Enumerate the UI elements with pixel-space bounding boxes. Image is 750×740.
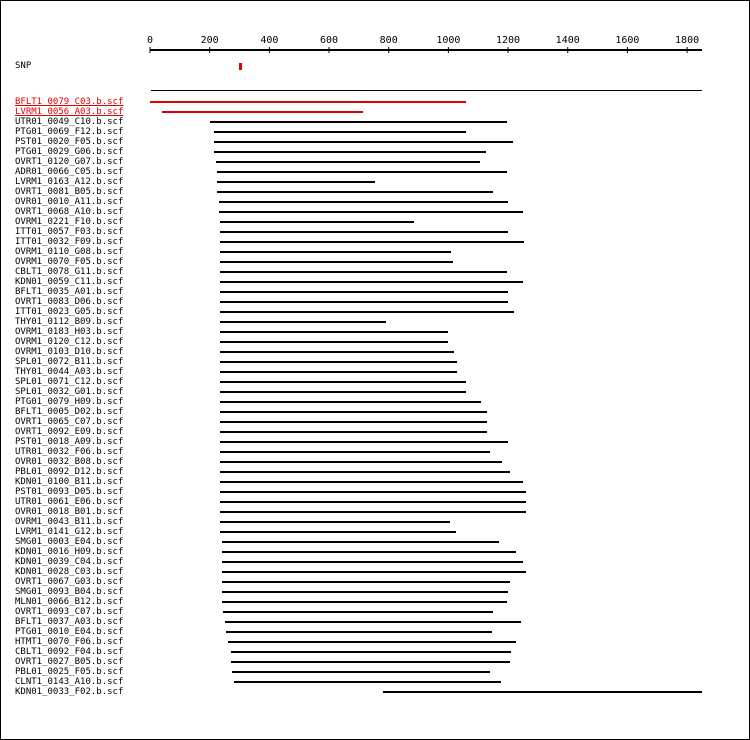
read-bar: [220, 231, 508, 233]
read-bar: [217, 171, 506, 173]
read-label[interactable]: PST01_0093_D05.b.scf: [15, 487, 124, 497]
read-bar: [220, 301, 508, 303]
read-bar: [228, 641, 516, 643]
read-bar: [220, 311, 514, 313]
read-label[interactable]: SPL01_0032_G01.b.scf: [15, 387, 124, 397]
read-label[interactable]: OVRM1_0120_C12.b.scf: [15, 337, 124, 347]
read-label[interactable]: OVRT1_0068_A10.b.scf: [15, 207, 124, 217]
read-label[interactable]: OVR01_0010_A11.b.scf: [15, 197, 124, 207]
read-label[interactable]: ADR01_0066_C05.b.scf: [15, 167, 124, 177]
axis-tick-label: 1000: [436, 35, 461, 46]
read-bar: [220, 321, 386, 323]
read-label[interactable]: ITT01_0057_F03.b.scf: [15, 227, 124, 237]
read-bar: [216, 161, 480, 163]
read-bar: [220, 431, 487, 433]
read-label[interactable]: BFLT1_0035_A01.b.scf: [15, 287, 124, 297]
read-bar: [220, 241, 524, 243]
read-bar: [231, 651, 511, 653]
read-label[interactable]: OVRM1_0221_F10.b.scf: [15, 217, 124, 227]
read-bar: [220, 491, 526, 493]
read-bar: [222, 591, 508, 593]
read-bar: [220, 441, 508, 443]
read-bar: [220, 471, 509, 473]
read-bar: [220, 281, 523, 283]
read-bar: [210, 121, 507, 123]
axis-tick-label: 200: [200, 35, 219, 46]
read-bar: [220, 221, 414, 223]
read-label[interactable]: OVRT1_0081_B05.b.scf: [15, 187, 124, 197]
read-label[interactable]: BFLT1_0079_C03.b.scf: [15, 97, 124, 107]
read-label[interactable]: OVRM1_0103_D10.b.scf: [15, 347, 124, 357]
read-bar: [220, 461, 502, 463]
read-bar: [220, 411, 487, 413]
read-label[interactable]: CBLT1_0078_G11.b.scf: [15, 267, 124, 277]
read-label[interactable]: PTG01_0029_G06.b.scf: [15, 147, 124, 157]
read-label[interactable]: LVRM1_0056_A03.b.scf: [15, 107, 124, 117]
read-label[interactable]: SMG01_0003_E04.b.scf: [15, 537, 124, 547]
read-bar: [383, 691, 702, 693]
read-bar: [220, 271, 506, 273]
read-bar: [222, 571, 526, 573]
read-label[interactable]: HTMT1_0070_F06.b.scf: [15, 637, 124, 647]
axis-tick-label: 1600: [615, 35, 640, 46]
read-label[interactable]: PBL01_0092_D12.b.scf: [15, 467, 124, 477]
read-bar: [220, 501, 526, 503]
read-bar: [220, 481, 523, 483]
axis-tick-label: 1800: [675, 35, 700, 46]
read-bar: [220, 391, 466, 393]
read-label[interactable]: PTG01_0079_H09.b.scf: [15, 397, 124, 407]
read-label[interactable]: PTG01_0010_E04.b.scf: [15, 627, 124, 637]
read-bar: [220, 371, 457, 373]
read-bar: [220, 421, 487, 423]
read-bar: [219, 201, 508, 203]
read-label[interactable]: LVRM1_0141_G12.b.scf: [15, 527, 124, 537]
read-bar: [150, 101, 466, 103]
read-label[interactable]: KDN01_0100_B11.b.scf: [15, 477, 124, 487]
read-bar: [220, 261, 453, 263]
read-label[interactable]: OVRM1_0043_B11.b.scf: [15, 517, 124, 527]
read-bar: [217, 191, 493, 193]
read-label[interactable]: ITT01_0032_F09.b.scf: [15, 237, 124, 247]
read-bar: [222, 581, 510, 583]
read-bar: [220, 341, 448, 343]
snp-label: SNP: [15, 61, 32, 71]
read-label[interactable]: OVRM1_0183_H03.b.scf: [15, 327, 124, 337]
read-bar: [222, 541, 499, 543]
read-bar: [220, 451, 490, 453]
read-bar: [217, 181, 375, 183]
read-bar: [220, 521, 450, 523]
read-label[interactable]: CLNT1_0143_A10.b.scf: [15, 677, 124, 687]
read-bar: [214, 151, 486, 153]
read-bar: [220, 401, 481, 403]
read-bar: [222, 601, 507, 603]
read-bar: [220, 381, 466, 383]
read-label[interactable]: PTG01_0069_F12.b.scf: [15, 127, 124, 137]
axis-tick-label: 400: [260, 35, 279, 46]
read-bar: [220, 291, 508, 293]
read-label[interactable]: OVR01_0032_B08.b.scf: [15, 457, 124, 467]
read-label[interactable]: OVRT1_0120_G07.b.scf: [15, 157, 124, 167]
read-bar: [219, 211, 523, 213]
read-bar: [220, 351, 454, 353]
read-label[interactable]: OVRM1_0110_G08.b.scf: [15, 247, 124, 257]
read-label[interactable]: SPL01_0071_C12.b.scf: [15, 377, 124, 387]
read-bar: [231, 661, 510, 663]
read-bar: [220, 361, 457, 363]
read-label[interactable]: KDN01_0059_C11.b.scf: [15, 277, 124, 287]
read-label[interactable]: OVRM1_0070_F05.b.scf: [15, 257, 124, 267]
read-label[interactable]: UTR01_0049_C10.b.scf: [15, 117, 124, 127]
read-label[interactable]: PBL01_0025_F05.b.scf: [15, 667, 124, 677]
read-bar: [234, 681, 501, 683]
read-label[interactable]: OVRT1_0065_C07.b.scf: [15, 417, 124, 427]
read-label[interactable]: BFLT1_0037_A03.b.scf: [15, 617, 124, 627]
read-label[interactable]: OVRT1_0093_C07.b.scf: [15, 607, 124, 617]
read-label[interactable]: KDN01_0028_C03.b.scf: [15, 567, 124, 577]
read-bar: [220, 251, 451, 253]
read-label[interactable]: LVRM1_0163_A12.b.scf: [15, 177, 124, 187]
axis-tick-label: 1200: [496, 35, 521, 46]
read-label[interactable]: SPL01_0072_B11.b.scf: [15, 357, 124, 367]
read-bar: [214, 131, 466, 133]
axis-tick-label: 800: [379, 35, 398, 46]
read-label[interactable]: THY01_0044_A03.b.scf: [15, 367, 124, 377]
read-label[interactable]: OVR01_0018_B01.b.scf: [15, 507, 124, 517]
read-bar: [232, 671, 490, 673]
read-label[interactable]: UTR01_0061_E06.b.scf: [15, 497, 124, 507]
read-bar: [222, 551, 516, 553]
read-label[interactable]: THY01_0112_B09.b.scf: [15, 317, 124, 327]
position-axis: [1, 1, 749, 61]
axis-tick-label: 600: [319, 35, 339, 46]
read-label[interactable]: SMG01_0093_B04.b.scf: [15, 587, 124, 597]
read-label[interactable]: UTR01_0032_F06.b.scf: [15, 447, 124, 457]
read-label[interactable]: OVRT1_0092_E09.b.scf: [15, 427, 124, 437]
read-bar: [226, 631, 492, 633]
read-bar: [220, 531, 456, 533]
read-bar: [162, 111, 363, 113]
read-bar: [222, 561, 523, 563]
axis-tick-label: 1400: [555, 35, 580, 46]
read-label[interactable]: KDN01_0016_H09.b.scf: [15, 547, 124, 557]
read-label[interactable]: ITT01_0023_G05.b.scf: [15, 307, 124, 317]
read-label[interactable]: PST01_0020_F05.b.scf: [15, 137, 124, 147]
axis-tick-label: 0: [146, 35, 154, 46]
separator-line: [151, 90, 702, 91]
read-label[interactable]: KDN01_0033_F02.b.scf: [15, 687, 124, 697]
read-label[interactable]: BFLT1_0005_D02.b.scf: [15, 407, 124, 417]
read-label[interactable]: OVRT1_0067_G03.b.scf: [15, 577, 124, 587]
read-bar: [220, 511, 526, 513]
read-bar: [225, 621, 522, 623]
read-bar: [214, 141, 512, 143]
read-bar: [223, 611, 493, 613]
read-label[interactable]: KDN01_0039_C04.b.scf: [15, 557, 124, 567]
read-label[interactable]: MLN01_0066_B12.b.scf: [15, 597, 124, 607]
read-label[interactable]: OVRT1_0027_B05.b.scf: [15, 657, 124, 667]
read-bar: [220, 331, 448, 333]
read-label[interactable]: OVRT1_0083_D06.b.scf: [15, 297, 124, 307]
read-label[interactable]: PST01_0018_A09.b.scf: [15, 437, 124, 447]
read-label[interactable]: CBLT1_0092_F04.b.scf: [15, 647, 124, 657]
snp-marker: [239, 63, 242, 70]
